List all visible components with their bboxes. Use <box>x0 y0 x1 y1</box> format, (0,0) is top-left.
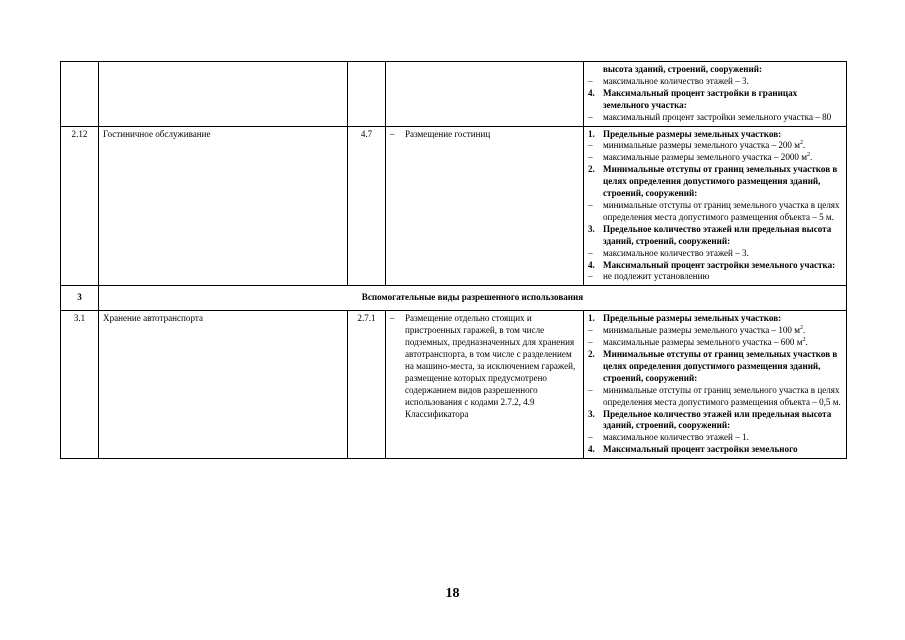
parameter-line <box>588 313 842 325</box>
list-text-main: минимальные размеры земельного участка – 200 м <box>603 140 800 151</box>
list-text <box>603 444 842 456</box>
superscript: 2 <box>800 140 803 147</box>
parameter-line <box>588 140 842 152</box>
list-text-main: Предельное количество этажей или предельная высота зданий, строений, сооружений: <box>603 408 832 431</box>
list-marker: – <box>588 432 593 443</box>
list-marker: – <box>390 313 395 324</box>
row-number-cell: 3.1 <box>61 311 99 459</box>
list-text <box>603 140 842 152</box>
page-number: 18 <box>445 586 460 601</box>
list-text-main: максимальное количество этажей – 3. <box>603 247 749 258</box>
list-marker: 3. <box>588 408 595 419</box>
list-text-main: Максимальный процент застройки земельного участка: <box>603 259 836 270</box>
parameters-cell <box>584 311 847 459</box>
list-marker <box>588 64 603 76</box>
list-text-main: Минимальные отступы от границ земельных участков в целях определения допустимого размещения зданий, строений, сооружений: <box>603 349 838 383</box>
list-text-tail: . <box>810 152 813 163</box>
list-text-main: минимальные размеры земельного участка – 100 м <box>603 325 800 336</box>
list-text <box>603 112 842 124</box>
list-text <box>405 313 579 420</box>
use-name-cell <box>99 62 348 127</box>
parameter-line <box>588 88 842 112</box>
superscript: 2 <box>802 337 806 344</box>
use-code-cell: 4.7 <box>348 126 386 286</box>
list-text <box>603 64 842 76</box>
parameter-line <box>588 385 842 409</box>
parameter-line <box>588 164 842 200</box>
list-marker: 3. <box>588 223 595 234</box>
list-text <box>603 76 842 88</box>
list-text-main: Предельные размеры земельных участков: <box>603 313 782 324</box>
list-marker: – <box>588 152 593 163</box>
list-text-main: не подлежит установлению <box>603 271 710 282</box>
list-text <box>603 200 842 224</box>
list-text <box>603 271 842 283</box>
use-description-cell <box>386 311 584 459</box>
list-text-main: Минимальные отступы от границ земельных участков в целях определения допустимого размещения зданий, строений, сооружений: <box>603 164 838 199</box>
list-text <box>603 152 842 164</box>
list-text-main: Максимальный процент застройки в границах земельного участка: <box>603 87 798 110</box>
use-name-cell: Хранение автотранспорта <box>99 311 348 459</box>
table-row <box>61 311 847 459</box>
list-text-tail: . <box>805 337 808 348</box>
description-line <box>390 313 579 420</box>
table-row <box>61 126 847 286</box>
use-code-cell: 2.7.1 <box>348 311 386 459</box>
list-text <box>603 224 842 248</box>
parameter-line <box>588 112 842 124</box>
list-marker: 2. <box>588 164 595 175</box>
list-marker: – <box>588 199 593 210</box>
parameter-line <box>588 432 842 444</box>
parameter-line <box>588 64 842 76</box>
parameter-line <box>588 325 842 337</box>
list-text <box>603 248 842 260</box>
parameter-line <box>588 224 842 248</box>
list-text <box>603 129 842 141</box>
parameter-line <box>588 248 842 260</box>
list-text-main: Размещение отдельно стоящих и пристроенных гаражей, в том числе подземных, предназначенных для хранения автотранспорта, в том числе с разделением на машино-места, за исключением гаражей, размещение которых предусмотрено содержанием видов разрешенного использования с кодами 2.7.2, 4.9 Классификатора <box>405 313 576 419</box>
parameter-line <box>588 129 842 141</box>
list-text-main: максимальные размеры земельного участка – 600 м <box>603 337 803 348</box>
parameter-line <box>588 337 842 349</box>
list-text-main: максимальное количество этажей – 3. <box>603 75 749 86</box>
section-title-cell: Вспомогательные виды разрешенного использования <box>99 286 847 311</box>
list-marker: 2. <box>588 349 595 360</box>
list-marker: – <box>588 325 593 336</box>
list-text-main: Максимальный процент застройки земельного <box>603 444 798 455</box>
list-marker: – <box>588 337 593 348</box>
parameter-line <box>588 76 842 88</box>
table-row <box>61 62 847 127</box>
list-text <box>405 129 579 141</box>
list-marker: 4. <box>588 444 595 455</box>
list-text <box>603 432 842 444</box>
list-text <box>603 385 842 409</box>
list-text <box>603 337 842 349</box>
permitted-use-table <box>60 61 847 459</box>
use-code-cell <box>348 62 386 127</box>
superscript: 2 <box>807 152 811 159</box>
list-text-tail: . <box>803 325 806 336</box>
row-number-cell: 2.12 <box>61 126 99 286</box>
list-text <box>603 409 842 433</box>
list-text-tail: . <box>803 140 806 151</box>
parameter-line <box>588 200 842 224</box>
list-text-main: максимальные размеры земельного участка – 2000 м <box>603 152 808 163</box>
list-text-main: Размещение гостиниц <box>405 128 491 139</box>
list-text-main: Предельные размеры земельных участков: <box>603 128 782 139</box>
list-marker: – <box>588 140 593 151</box>
section-header-row <box>61 286 847 311</box>
list-marker: – <box>588 111 593 122</box>
use-description-cell <box>386 126 584 286</box>
row-number-cell <box>61 62 99 127</box>
description-line <box>390 129 579 141</box>
list-text <box>603 313 842 325</box>
list-text-main: максимальное количество этажей – 1. <box>603 432 749 443</box>
list-marker: 1. <box>588 128 595 139</box>
list-text-main: максимальный процент застройки земельного участка – 80 <box>603 111 832 122</box>
parameter-line <box>588 271 842 283</box>
parameter-line <box>588 260 842 272</box>
section-number-cell: 3 <box>61 286 99 311</box>
list-marker: 4. <box>588 259 595 270</box>
list-text <box>603 260 842 272</box>
list-marker: – <box>588 271 593 282</box>
list-text <box>603 325 842 337</box>
parameter-line <box>588 152 842 164</box>
list-text-main: минимальные отступы от границ земельного участка в целях определения места допустимого размещения объекта – 0,5 м. <box>603 384 841 407</box>
list-marker: – <box>588 75 593 86</box>
list-text <box>603 164 842 200</box>
list-text <box>603 88 842 112</box>
list-text-main: Предельное количество этажей или предельная высота зданий, строений, сооружений: <box>603 223 832 246</box>
list-marker: – <box>588 247 593 258</box>
use-description-cell <box>386 62 584 127</box>
use-name-cell: Гостиничное обслуживание <box>99 126 348 286</box>
parameter-line <box>588 349 842 385</box>
list-text-main: высота зданий, строений, сооружений: <box>603 64 763 74</box>
parameters-cell <box>584 126 847 286</box>
list-text <box>603 349 842 385</box>
list-marker: – <box>390 128 395 139</box>
parameters-cell <box>584 62 847 127</box>
list-text-main: минимальные отступы от границ земельного участка в целях определения места допустимого размещения объекта – 5 м. <box>603 199 840 222</box>
list-marker: 4. <box>588 87 595 98</box>
parameter-line <box>588 409 842 433</box>
list-marker: 1. <box>588 313 595 324</box>
list-marker: – <box>588 384 593 395</box>
parameter-line <box>588 444 842 456</box>
superscript: 2 <box>800 325 803 332</box>
